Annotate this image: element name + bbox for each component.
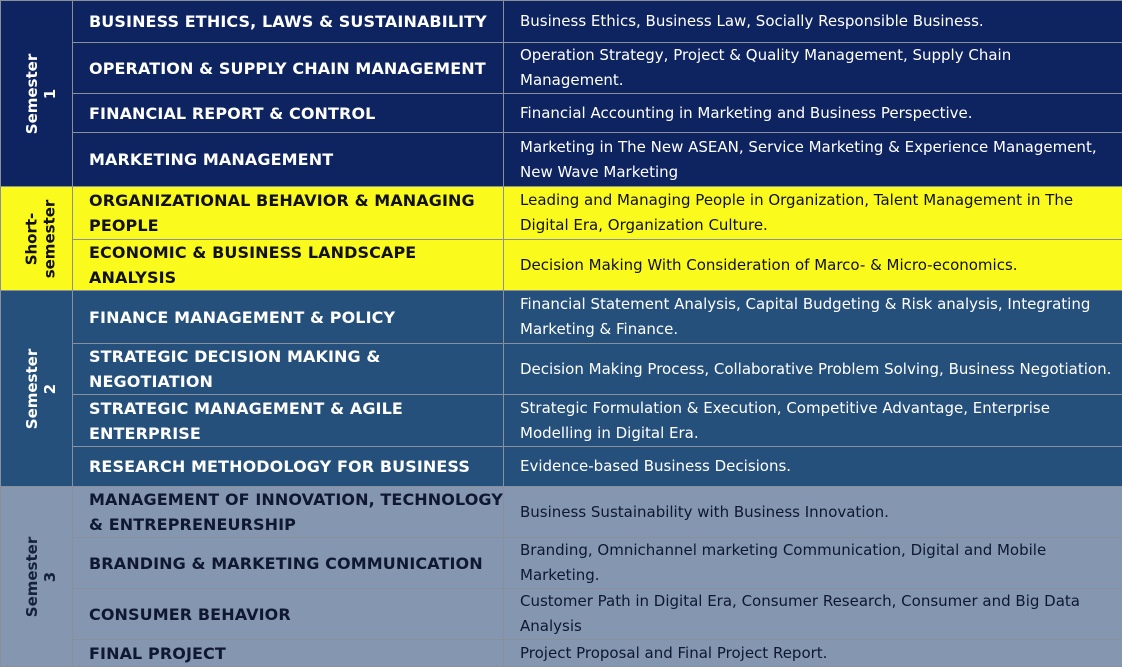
course-description: Evidence-based Business Decisions. bbox=[504, 447, 1122, 487]
course-description: Customer Path in Digital Era, Consumer Research, Consumer and Big Data Analysis bbox=[504, 589, 1122, 640]
course-name: MANAGEMENT OF INNOVATION, TECHNOLOGY & ENTREPRENEURSHIP bbox=[73, 487, 504, 538]
course-description: Business Ethics, Business Law, Socially Responsible Business. bbox=[504, 1, 1122, 43]
semester-label: Semester 3 bbox=[1, 487, 73, 667]
course-name: FINANCE MANAGEMENT & POLICY bbox=[73, 291, 504, 344]
course-name: FINANCIAL REPORT & CONTROL bbox=[73, 94, 504, 133]
course-row bbox=[1, 133, 1122, 187]
course-name: ORGANIZATIONAL BEHAVIOR & MANAGING PEOPLE bbox=[73, 187, 504, 240]
course-row bbox=[1, 291, 1122, 344]
semester-label: Short- semester bbox=[1, 187, 73, 291]
course-row bbox=[1, 447, 1122, 487]
course-name: FINAL PROJECT bbox=[73, 640, 504, 667]
course-name: BUSINESS ETHICS, LAWS & SUSTAINABILITY bbox=[73, 1, 504, 43]
course-description: Decision Making With Consideration of Marco- & Micro-economics. bbox=[504, 240, 1122, 291]
course-name: MARKETING MANAGEMENT bbox=[73, 133, 504, 187]
course-description: Financial Statement Analysis, Capital Budgeting & Risk analysis, Integrating Marketing & Finance. bbox=[504, 291, 1122, 344]
course-description: Project Proposal and Final Project Report. bbox=[504, 640, 1122, 667]
course-name: BRANDING & MARKETING COMMUNICATION bbox=[73, 538, 504, 589]
course-description: Strategic Formulation & Execution, Competitive Advantage, Enterprise Modelling in Digital Era. bbox=[504, 395, 1122, 447]
course-name: STRATEGIC MANAGEMENT & AGILE ENTERPRISE bbox=[73, 395, 504, 447]
course-name: STRATEGIC DECISION MAKING & NEGOTIATION bbox=[73, 344, 504, 395]
semester-label: Semester 1 bbox=[1, 1, 73, 187]
course-row bbox=[1, 487, 1122, 538]
course-row bbox=[1, 187, 1122, 240]
semester-label: Semester 2 bbox=[1, 291, 73, 487]
course-row bbox=[1, 395, 1122, 447]
course-description: Decision Making Process, Collaborative Problem Solving, Business Negotiation. bbox=[504, 344, 1122, 395]
course-name: ECONOMIC & BUSINESS LANDSCAPE ANALYSIS bbox=[73, 240, 504, 291]
course-row bbox=[1, 1, 1122, 43]
course-description: Business Sustainability with Business Innovation. bbox=[504, 487, 1122, 538]
course-description: Financial Accounting in Marketing and Business Perspective. bbox=[504, 94, 1122, 133]
course-description: Marketing in The New ASEAN, Service Marketing & Experience Management, New Wave Marketing bbox=[504, 133, 1122, 187]
course-row bbox=[1, 94, 1122, 133]
course-description: Leading and Managing People in Organization, Talent Management in The Digital Era, Organization Culture. bbox=[504, 187, 1122, 240]
course-row bbox=[1, 43, 1122, 94]
course-row bbox=[1, 538, 1122, 589]
course-description: Operation Strategy, Project & Quality Management, Supply Chain Management. bbox=[504, 43, 1122, 94]
course-name: OPERATION & SUPPLY CHAIN MANAGEMENT bbox=[73, 43, 504, 94]
course-row bbox=[1, 344, 1122, 395]
course-row bbox=[1, 589, 1122, 640]
course-row bbox=[1, 240, 1122, 291]
course-row bbox=[1, 640, 1122, 667]
course-name: CONSUMER BEHAVIOR bbox=[73, 589, 504, 640]
course-description: Branding, Omnichannel marketing Communication, Digital and Mobile Marketing. bbox=[504, 538, 1122, 589]
course-name: RESEARCH METHODOLOGY FOR BUSINESS bbox=[73, 447, 504, 487]
